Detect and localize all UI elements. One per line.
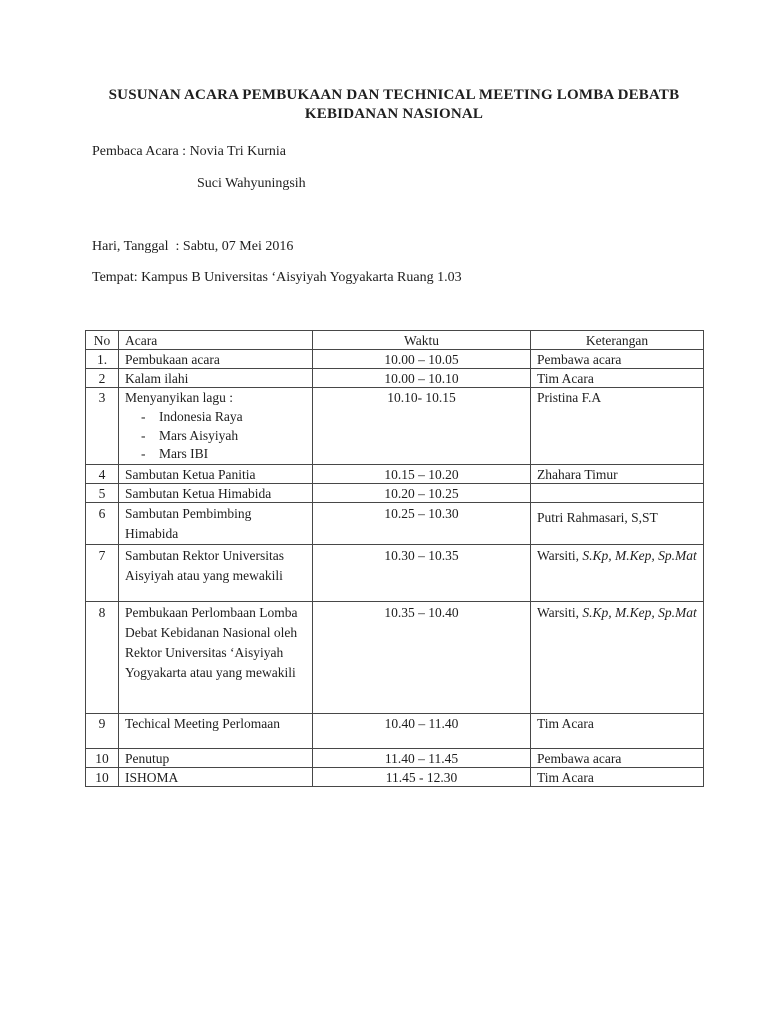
keterangan-text: Tim Acara [537, 715, 594, 731]
title-line-1: SUSUNAN ACARA PEMBUKAAN DAN TECHNICAL MEETING LOMBA DEBATB [108, 87, 680, 103]
keterangan-text: Zhahara Timur [537, 466, 618, 482]
keterangan-cell [531, 713, 704, 748]
keterangan-cell [531, 388, 704, 465]
row-number-cell: 2 [86, 369, 119, 388]
acara-text: Sambutan Ketua Himabida [125, 485, 272, 501]
waktu-cell: 10.00 – 10.10 [313, 369, 531, 388]
row-number-cell: 3 [86, 388, 119, 465]
table-row [86, 502, 704, 544]
row-number-cell: 6 [86, 502, 119, 544]
acara-cell [119, 502, 313, 544]
keterangan-text: Warsiti, [537, 547, 580, 563]
waktu-cell: 10.35 – 10.40 [313, 601, 531, 713]
row-number-cell: 10 [86, 748, 119, 767]
acara-cell [119, 601, 313, 713]
song-item: - Mars IBI [125, 445, 306, 464]
acara-text: Sambutan Ketua Panitia [125, 466, 256, 482]
date-line: Hari, Tanggal : Sabtu, 07 Mei 2016 [92, 239, 294, 254]
acara-text: ISHOMA [125, 769, 179, 785]
row-number-cell: 9 [86, 713, 119, 748]
waktu-cell: 10.20 – 10.25 [313, 483, 531, 502]
row-number-cell: 10 [86, 767, 119, 786]
row-number-cell: 8 [86, 601, 119, 713]
keterangan-text: Warsiti, [537, 604, 580, 620]
table-row [86, 544, 704, 601]
acara-cell [119, 464, 313, 483]
keterangan-credentials: S.Kp, M.Kep, Sp.Mat [579, 604, 697, 620]
table-row [86, 601, 704, 713]
waktu-cell: 10.40 – 11.40 [313, 713, 531, 748]
keterangan-text: Pembawa acara [537, 352, 622, 367]
acara-text: Sambutan Rektor Universitas Aisyiyah atau yang mewakili [125, 547, 284, 583]
acara-cell [119, 350, 313, 369]
table-row [86, 388, 704, 465]
waktu-cell: 10.30 – 10.35 [313, 544, 531, 601]
table-row [86, 464, 704, 483]
table-row [86, 369, 704, 388]
announcer-line-2: Suci Wahyuningsih [197, 176, 306, 191]
header-waktu: Waktu [313, 331, 531, 350]
waktu-cell: 10.00 – 10.05 [313, 350, 531, 369]
acara-cell [119, 369, 313, 388]
header-no: No [86, 331, 119, 350]
keterangan-cell [531, 502, 704, 544]
song-item: - Mars Aisyiyah [125, 427, 306, 446]
keterangan-cell [531, 748, 704, 767]
keterangan-cell [531, 544, 704, 601]
venue-line: Tempat: Kampus B Universitas ‘Aisyiyah Yogyakarta Ruang 1.03 [92, 270, 462, 285]
table-row [86, 350, 704, 369]
table-row [86, 767, 704, 786]
header-acara: Acara [119, 331, 313, 350]
keterangan-cell [531, 369, 704, 388]
document-title [85, 86, 703, 124]
waktu-cell: 10.25 – 10.30 [313, 502, 531, 544]
title-line-2: KEBIDANAN NASIONAL [304, 106, 484, 122]
header-keterangan: Keterangan [531, 331, 704, 350]
acara-text: Menyanyikan lagu : [125, 390, 233, 405]
acara-cell [119, 483, 313, 502]
song-list [125, 408, 306, 464]
agenda-table [85, 330, 704, 787]
acara-text: Kalam ilahi [125, 371, 189, 386]
song-item: - Indonesia Raya [125, 408, 306, 427]
keterangan-text: Pembawa acara [537, 750, 622, 766]
keterangan-cell [531, 601, 704, 713]
waktu-cell: 11.40 – 11.45 [313, 748, 531, 767]
announcer-line-1: Pembaca Acara : Novia Tri Kurnia [92, 144, 287, 159]
waktu-cell: 11.45 - 12.30 [313, 767, 531, 786]
keterangan-cell [531, 483, 704, 502]
keterangan-credentials: S.Kp, M.Kep, Sp.Mat [579, 547, 697, 563]
row-number-cell: 7 [86, 544, 119, 601]
keterangan-cell [531, 767, 704, 786]
table-row [86, 713, 704, 748]
table-row [86, 748, 704, 767]
acara-text: Pembukaan acara [125, 352, 220, 367]
acara-text: Pembukaan Perlombaan Lomba Debat Kebidanan Nasional oleh Rektor Universitas ‘Aisyiyah Yogyakarta atau yang mewakili [125, 604, 298, 680]
table-header-row [86, 331, 704, 350]
acara-cell [119, 388, 313, 465]
keterangan-text: Tim Acara [537, 371, 594, 386]
keterangan-cell [531, 464, 704, 483]
acara-cell [119, 748, 313, 767]
keterangan-text: Pristina F.A [537, 390, 602, 405]
acara-cell [119, 767, 313, 786]
keterangan-cell [531, 350, 704, 369]
acara-cell [119, 544, 313, 601]
keterangan-text: Tim Acara [537, 769, 594, 785]
acara-cell [119, 713, 313, 748]
table-row [86, 483, 704, 502]
row-number-cell: 5 [86, 483, 119, 502]
waktu-cell: 10.15 – 10.20 [313, 464, 531, 483]
row-number-cell: 4 [86, 464, 119, 483]
acara-text: Penutup [125, 750, 170, 766]
keterangan-text: Putri Rahmasari, S,ST [537, 509, 658, 525]
acara-text: Techical Meeting Perlomaan [125, 715, 280, 731]
acara-text: Sambutan Pembimbing Himabida [125, 505, 252, 541]
row-number-cell: 1. [86, 350, 119, 369]
waktu-cell: 10.10- 10.15 [313, 388, 531, 465]
